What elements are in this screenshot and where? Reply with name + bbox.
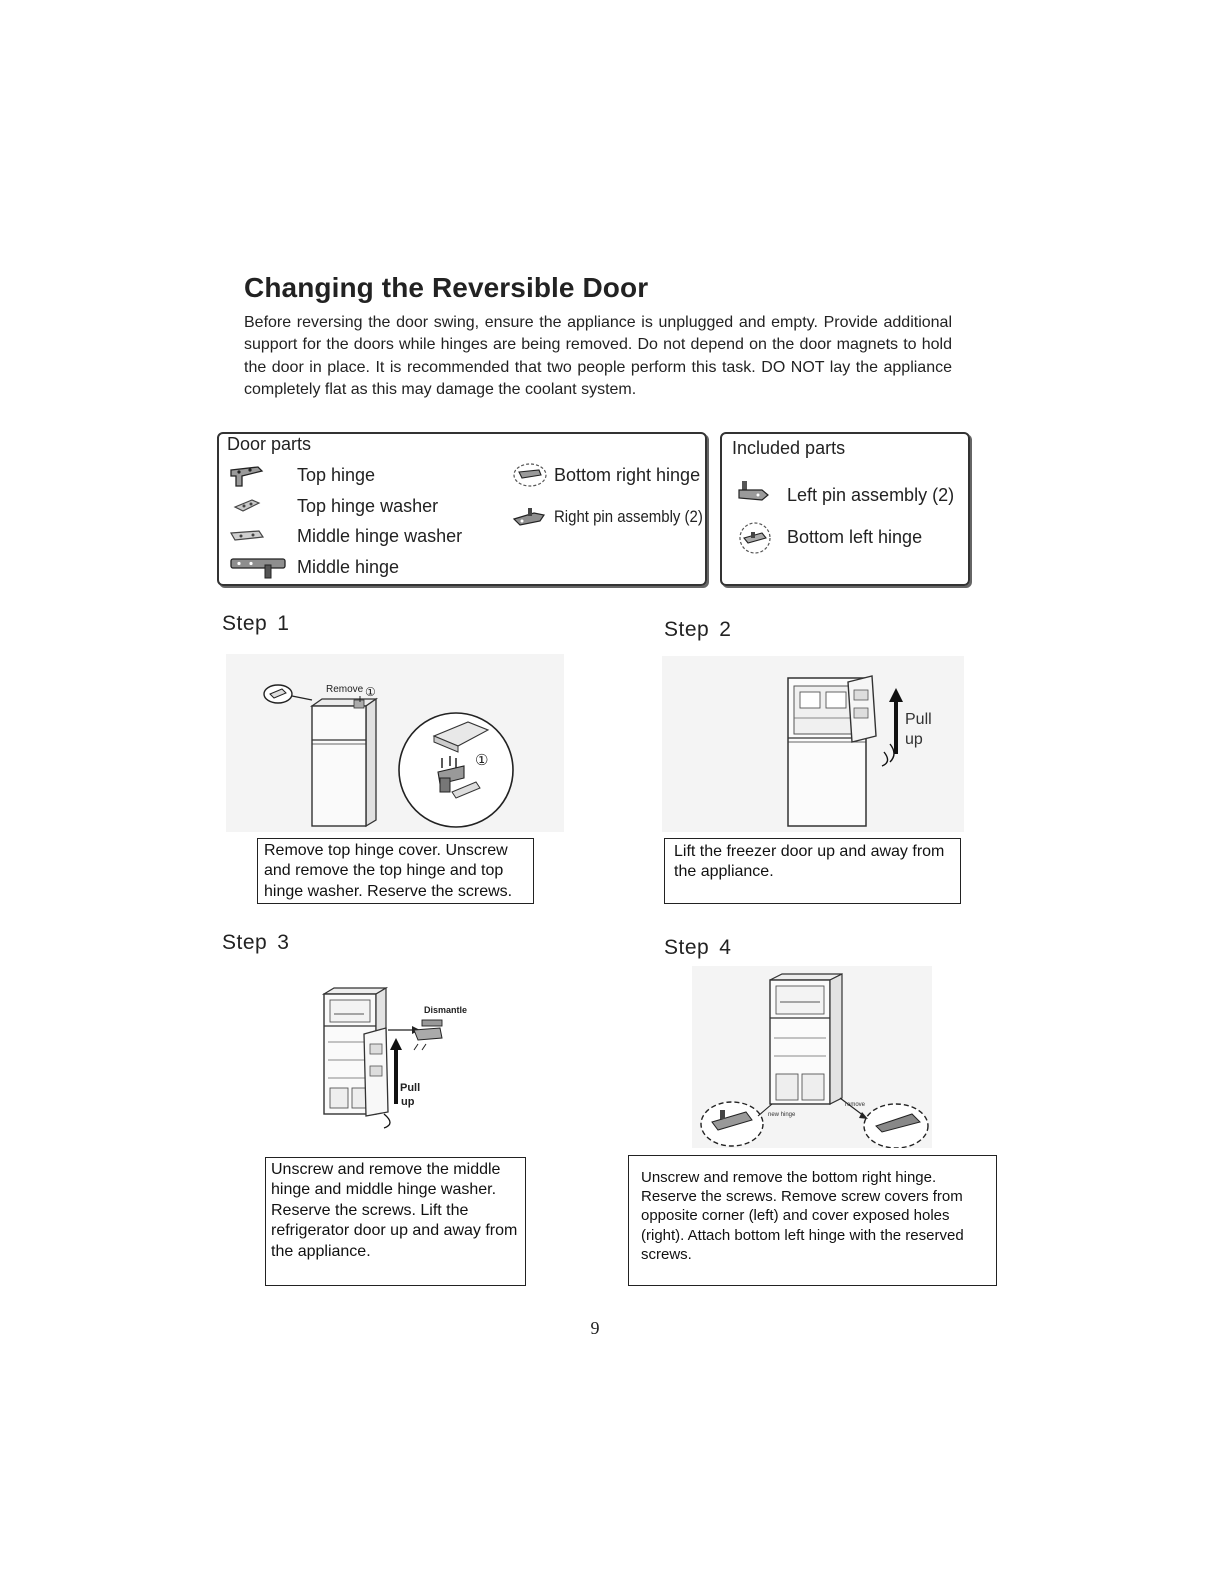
step-4-figure [692,966,932,1148]
step-1-number: 1 [277,612,290,635]
bottom-left-hinge-icon [735,522,775,554]
step-3-up-text: up [401,1096,415,1108]
step-3-number: 3 [277,931,290,954]
step-2-label [664,618,731,642]
right-pin-assembly-icon [510,505,550,529]
step-4-word: Step [664,936,710,959]
top-hinge-washer-icon [232,497,262,515]
step-1-marker-b: ① [475,752,489,769]
step-3-word: Step [222,931,268,954]
part-label-bottom-left-hinge: Bottom left hinge [787,527,923,547]
intro-paragraph: Before reversing the door swing, ensure the appliance is unplugged and empty. Provide additional support for the doors while hinges are being removed. Do not depend on the door magnets to hold the door in place. It is recommended that two people perform this task. DO NOT lay the appliance completely flat as this may damage the coolant system. [244,314,952,398]
step-1-word: Step [222,612,268,635]
left-pin-assembly-icon [736,478,772,506]
step-2-caption: Lift the freezer door up and away from the appliance. [664,838,961,904]
step-4-number: 4 [719,936,732,959]
door-parts-label: Door parts [227,434,312,454]
step-1-caption: Remove top hinge cover. Unscrew and remove the top hinge and top hinge washer. Reserve the screws. [257,838,534,904]
step-2-word: Step [664,618,710,641]
step-3-pull-text: Pull [400,1082,421,1094]
part-label-middle-hinge: Middle hinge [297,557,400,577]
step-2-up-text: up [905,731,923,748]
step-2-pull-text: Pull [905,711,932,728]
step-1-label [222,612,289,636]
page-title: Changing the Reversible Door [244,272,649,303]
part-label-middle-hinge-washer: Middle hinge washer [297,526,463,546]
part-label-left-pin-assembly: Left pin assembly (2) [787,485,955,505]
step-2-number: 2 [719,618,732,641]
step-3-dismantle-text: Dismantle [424,1005,468,1015]
part-label-top-hinge: Top hinge [297,465,376,485]
included-parts-label: Included parts [732,438,846,458]
step-1-figure [226,654,564,832]
step-3-caption: Unscrew and remove the middle hinge and middle hinge washer. Reserve the screws. Lift the refrigerator door up and away from the appliance. [265,1157,526,1286]
part-label-bottom-right-hinge: Bottom right hinge [554,465,701,485]
middle-hinge-washer-icon [229,528,265,544]
step-3-label [222,931,289,955]
middle-hinge-icon [229,555,289,581]
top-hinge-icon [228,464,266,490]
step-1-marker-a: ① [365,685,376,699]
part-label-right-pin-assembly: Right pin assembly (2) [554,507,703,526]
step-4-new-hinge-text: new hinge [768,1112,796,1118]
page-number: 9 [590,1318,600,1338]
step-1-remove-text: Remove [326,684,364,695]
step-4-caption: Unscrew and remove the bottom right hinge. Reserve the screws. Remove screw covers from opposite corner (left) and cover exposed holes (right). Attach bottom left hinge with the reserved screws. [628,1155,997,1286]
step-4-remove-text: remove [845,1102,866,1108]
part-label-top-hinge-washer: Top hinge washer [297,496,439,516]
bottom-right-hinge-icon [512,461,548,489]
step-4-label [664,936,731,960]
